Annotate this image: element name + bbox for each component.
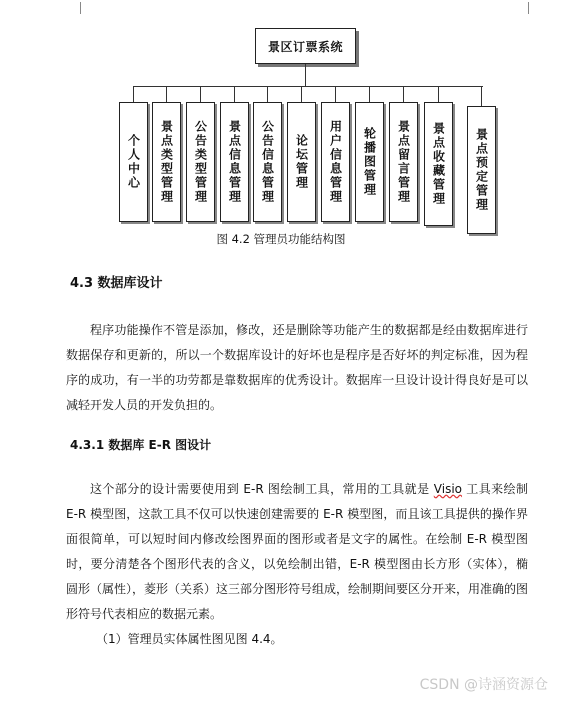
diagram-leaf-label: 景点留言管理	[396, 120, 411, 204]
diagram-leaf-node	[220, 102, 249, 222]
diagram-leaf-node	[321, 102, 350, 222]
list-item: （1）管理员实体属性图见图 4.4。	[96, 632, 283, 646]
leaf-connector	[267, 86, 268, 102]
diagram-leaf-label: 个人中心	[126, 134, 141, 190]
section-heading: 4.3 数据库设计	[70, 276, 163, 291]
diagram-leaf-label: 景点类型管理	[159, 120, 174, 204]
figure-caption: 图 4.2 管理员功能结构图	[216, 232, 346, 246]
function-structure-diagram	[0, 0, 562, 260]
diagram-leaf-node	[287, 102, 316, 222]
diagram-leaf-node	[424, 102, 453, 226]
paragraph-1: 程序功能操作不管是添加，修改，还是删除等功能产生的数据都是经由数据库进行数据保存和更新的，所以一个数据库设计的好坏也是程序是否好坏的判定标准，因为程序的成功，有一半的功劳都是靠数据库的优秀设计。数据库一旦设计设计得良好是可以减轻开发人员的开发负担的。	[66, 323, 528, 412]
diagram-leaf-node	[467, 106, 496, 234]
diagram-leaf-node	[152, 102, 181, 222]
diagram-leaf-label: 论坛管理	[294, 134, 309, 190]
diagram-root-label: 景区订票系统	[267, 39, 343, 54]
branch-bar	[133, 86, 483, 87]
diagram-root-node	[255, 28, 356, 64]
diagram-leaf-node	[389, 102, 418, 222]
subsection-heading: 4.3.1 数据库 E-R 图设计	[70, 438, 212, 452]
leaf-connector	[234, 86, 235, 102]
root-connector	[305, 64, 306, 86]
diagram-leaf-node	[186, 102, 215, 222]
leaf-connector	[438, 86, 439, 102]
diagram-leaf-label: 公告类型管理	[193, 120, 208, 204]
paragraph-2-part-a: 这个部分的设计需要使用到 E-R 图绘制工具，常用的工具就是	[90, 482, 434, 496]
leaf-connector	[200, 86, 201, 102]
diagram-leaf-node	[253, 102, 282, 222]
leaf-connector	[403, 86, 404, 102]
diagram-leaf-label: 轮播图管理	[362, 127, 377, 197]
diagram-leaf-label: 景点预定管理	[474, 128, 489, 212]
leaf-connector	[335, 86, 336, 102]
diagram-leaf-label: 景点收藏管理	[431, 122, 446, 206]
leaf-connector	[166, 86, 167, 102]
diagram-leaf-label: 用户信息管理	[328, 120, 343, 204]
leaf-connector	[481, 86, 482, 106]
paragraph-2	[66, 477, 528, 627]
leaf-connector	[133, 86, 134, 102]
paragraph-2-part-b: 工具来绘制 E-R 模型图，这款工具不仅可以快速创建需要的 E-R 模型图，而且该工具提供的操作界面很简单，可以短时间内修改绘图界面的图形或者是文字的属性。在绘制 E-R 模型图时，要分清楚各个图形代表的含义，以免绘制出错，E-R 模型图由长方形（实体），椭圆形（属性），菱形（关系）这三部分图形符号组成，绘制期间要区分开来，用准确的图形符号代表相应的数据元素。	[66, 482, 529, 621]
diagram-leaf-label: 公告信息管理	[260, 120, 275, 204]
watermark: CSDN @诗涵资源仓	[419, 677, 548, 693]
leaf-connector	[301, 86, 302, 102]
diagram-leaf-node	[119, 102, 148, 222]
leaf-connector	[369, 86, 370, 102]
visio-term: Visio	[433, 482, 463, 496]
diagram-leaf-node	[355, 102, 384, 222]
diagram-leaf-label: 景点信息管理	[227, 120, 242, 204]
